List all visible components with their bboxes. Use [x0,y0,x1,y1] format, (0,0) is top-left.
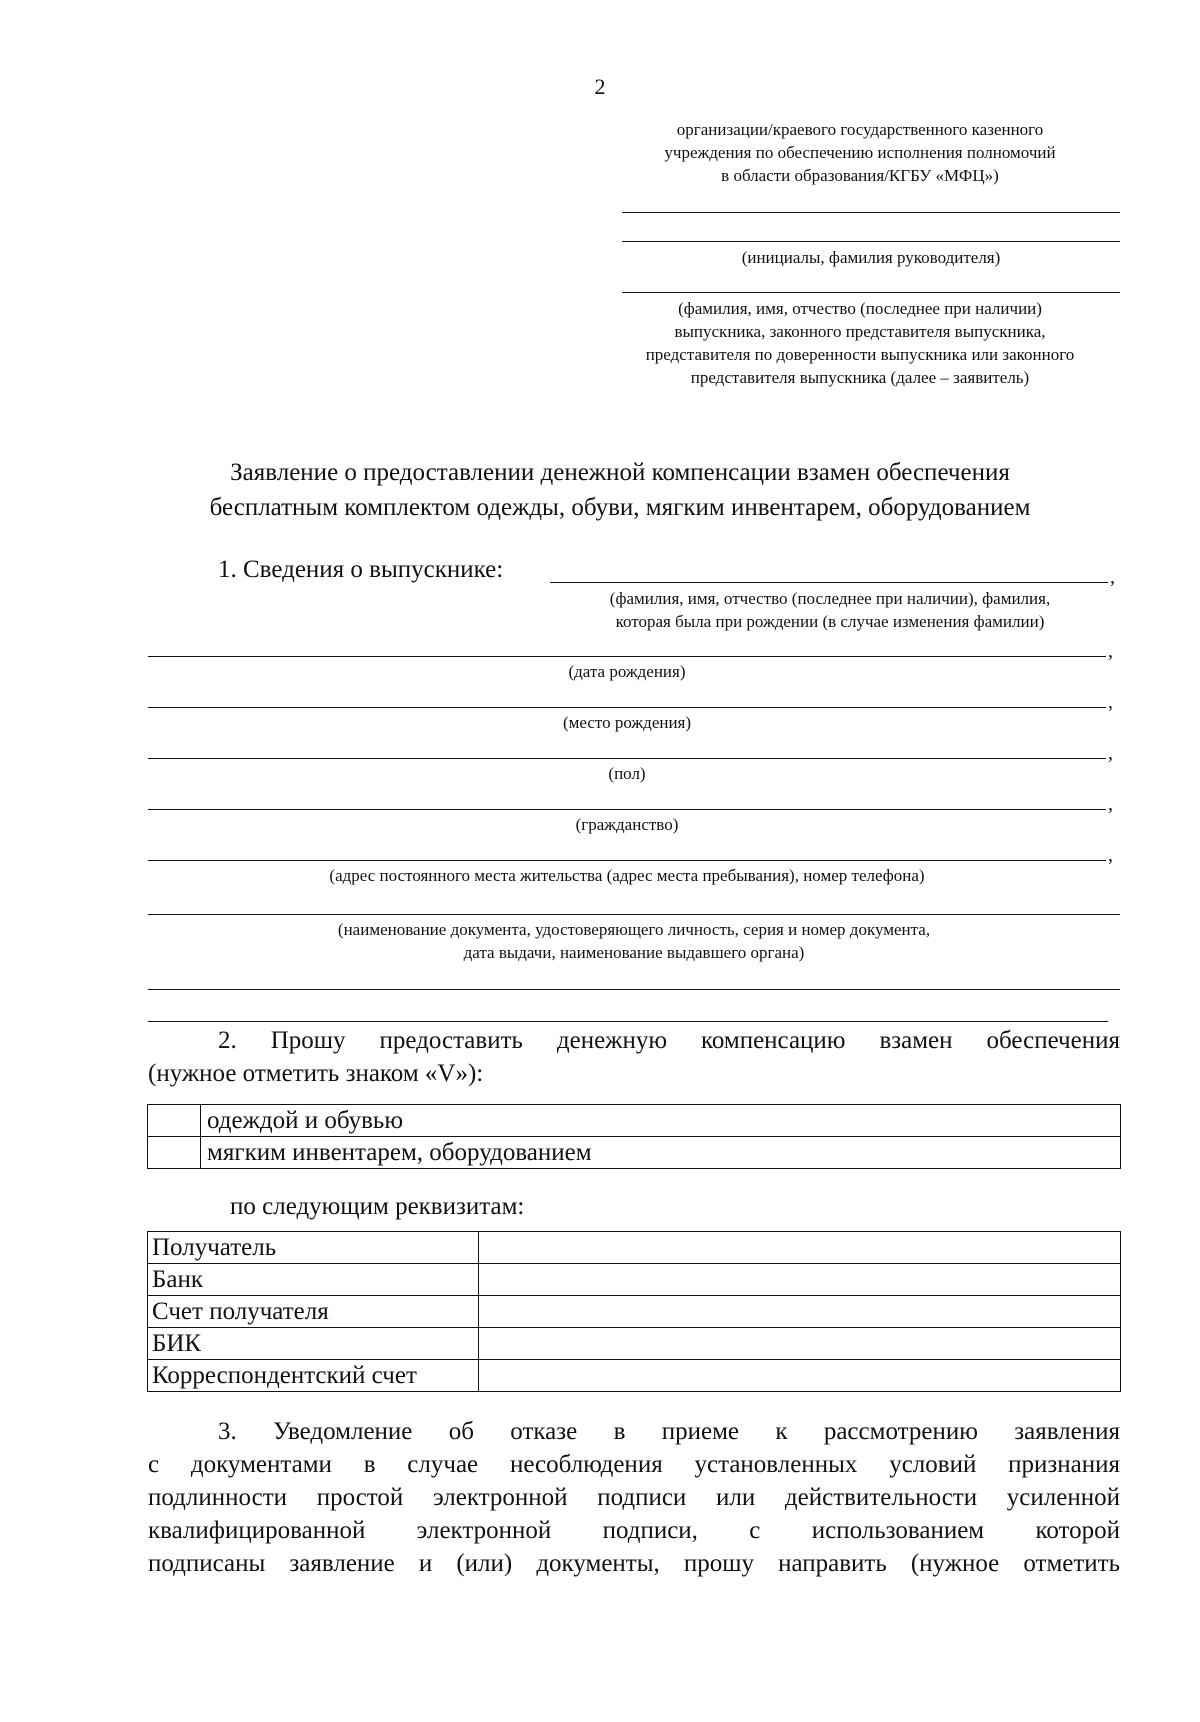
table-row [148,1137,1121,1169]
birth-date-line [148,656,1106,657]
applicant-caption [590,297,1130,389]
applicant-caption-line: выпускника, законного представителя выпускника, [674,322,1046,341]
comma: , [1108,640,1113,662]
applicant-caption-line: представителя выпускника (далее – заявитель) [690,368,1030,387]
requisite-label: Корреспондентский счет [148,1360,479,1392]
comma: , [1108,793,1113,815]
gender-caption: (пол) [608,764,646,783]
table-row [148,1328,1121,1360]
id-document-caption [148,918,1120,964]
requisites-table [147,1231,1121,1392]
requisite-label: Банк [148,1264,479,1296]
graduate-name-caption [560,587,1100,633]
id-document-caption-line: (наименование документа, удостоверяющего личность, серия и номер документа, [337,920,931,939]
section3-line: квалифицированной электронной подписи, с использованием которой [148,1517,1120,1544]
requisites-label: по следующим реквизитам: [230,1193,525,1220]
option-label: одеждой и обувью [201,1105,1121,1137]
address-line [148,860,1106,861]
requisite-label: БИК [148,1328,479,1360]
comma: , [1108,691,1113,713]
table-row [148,1105,1121,1137]
manager-name-line [622,241,1120,242]
section2-mark-hint: (нужное отметить знаком «V»): [148,1060,484,1087]
graduate-name-caption-line: которая была при рождении (в случае изменения фамилии) [615,612,1045,631]
option-label: мягким инвентарем, оборудованием [201,1137,1121,1169]
section3-line: с документами в случае несоблюдения установленных условий признания [148,1451,1120,1478]
comma: , [1108,742,1113,764]
manager-caption: (инициалы, фамилия руководителя) [741,248,1001,267]
header-org-text [600,118,1120,187]
birth-date-caption: (дата рождения) [568,662,686,681]
id-document-caption-line: дата выдачи, наименование выдавшего органа) [463,943,805,962]
requisite-value-cell[interactable] [479,1232,1121,1264]
header-org-line: учреждения по обеспечению исполнения полномочий [664,143,1056,162]
requisite-value-cell[interactable] [479,1264,1121,1296]
compensation-options-table [147,1104,1121,1169]
requisite-label: Счет получателя [148,1296,479,1328]
page-number: 2 [594,74,606,99]
section3-paragraph [148,1415,1120,1580]
gender-line [148,758,1106,759]
birth-place-caption: (место рождения) [562,713,692,732]
birth-place-line [148,707,1106,708]
header-blank-line [622,212,1120,213]
applicant-caption-line: (фамилия, имя, отчество (последнее при наличии) [678,299,1042,318]
citizenship-caption: (гражданство) [575,815,679,834]
section2-request-line: 2. Прошу предоставить денежную компенсацию взамен обеспечения [218,1027,1120,1054]
citizenship-line [148,809,1106,810]
section3-line: подлинности простой электронной подписи или действительности усиленной [148,1484,1120,1511]
header-org-line: в области образования/КГБУ «МФЦ») [721,166,999,185]
document-title [140,455,1100,525]
table-row [148,1232,1121,1264]
requisite-value-cell[interactable] [479,1360,1121,1392]
comma: , [1110,566,1115,588]
table-row [148,1264,1121,1296]
requisite-label: Получатель [148,1232,479,1264]
header-org-line: организации/краевого государственного казенного [676,120,1044,139]
graduate-name-line [550,582,1108,583]
section3-line: подписаны заявление и (или) документы, прошу направить (нужное отметить [148,1550,1120,1577]
applicant-caption-line: представителя по доверенности выпускника или законного [645,345,1075,364]
section3-line: 3. Уведомление об отказе в приеме к рассмотрению заявления [218,1418,1120,1445]
requisite-value-cell[interactable] [479,1296,1121,1328]
section1-label: 1. Сведения о выпускнике: [218,556,504,583]
title-line: Заявление о предоставлении денежной компенсации взамен обеспечения [230,459,1010,486]
table-row [148,1360,1121,1392]
title-line: бесплатным комплектом одежды, обуви, мягким инвентарем, оборудованием [209,494,1031,521]
requisite-value-cell[interactable] [479,1328,1121,1360]
blank-line [148,989,1120,990]
blank-line [148,1021,1108,1022]
graduate-name-caption-line: (фамилия, имя, отчество (последнее при наличии), фамилия, [609,589,1051,608]
comma: , [1108,844,1113,866]
table-row [148,1296,1121,1328]
id-document-line [148,914,1120,915]
option-checkbox-cell[interactable] [148,1137,201,1169]
address-caption: (адрес постоянного места жительства (адрес места пребывания), номер телефона) [329,866,925,885]
applicant-name-line [622,292,1120,293]
option-checkbox-cell[interactable] [148,1105,201,1137]
